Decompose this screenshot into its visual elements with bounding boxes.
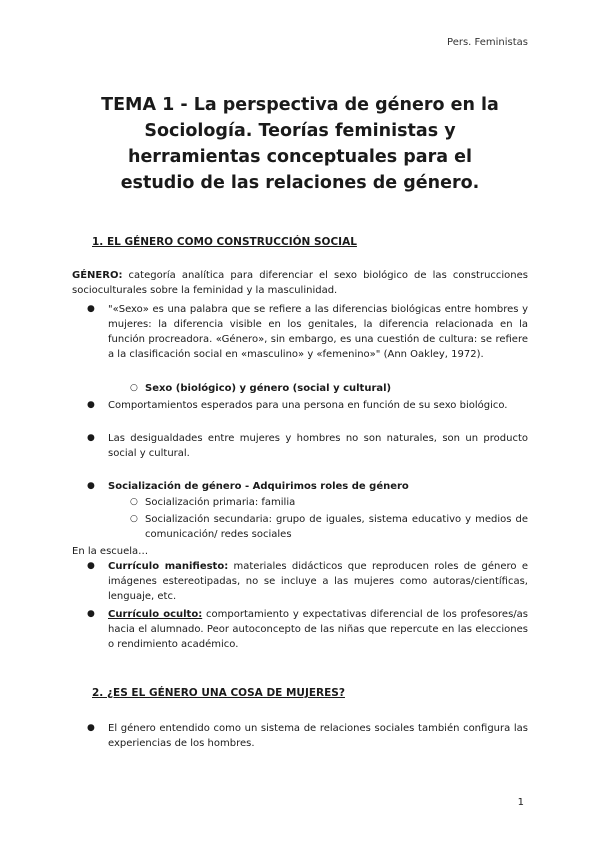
bullet-text: Socialización de género - Adquirimos roles de género	[108, 481, 409, 492]
curriculo-oculto-text: comportamiento y expectativas diferencial de los profesores/as hacia el alumnado. Peor autoconcepto de las niñas que repercute en las elecciones o rendimiento académico.	[108, 609, 528, 650]
sub-bullet-icon: ○	[130, 497, 138, 507]
sub-bullet-icon: ○	[130, 383, 138, 393]
list-item	[87, 607, 528, 652]
list-item	[87, 559, 528, 604]
bullet-text: Comportamientos esperados para una persona en función de su sexo biológico.	[108, 400, 508, 411]
bullet-icon: ●	[87, 723, 95, 733]
list-item	[87, 431, 528, 461]
genero-def-text: categoría analítica para diferenciar el sexo biológico de las construcciones socioculturales sobre la feminidad y la masculinidad.	[72, 270, 528, 296]
genero-label: GÉNERO:	[72, 270, 123, 281]
list-item	[87, 398, 528, 413]
escuela-text: En la escuela…	[72, 546, 149, 557]
section-1-heading: 1. EL GÉNERO COMO CONSTRUCCIÓN SOCIAL	[92, 236, 357, 248]
curriculo-manifiesto-text: materiales didácticos que reproducen roles de género e imágenes estereotipadas, no se incluye a las mujeres como autoras/científicas, lenguaje, etc.	[108, 561, 528, 602]
curriculo-manifiesto-label: Currículo manifiesto:	[108, 561, 229, 572]
sub-bullet-text: Sexo (biológico) y género (social y cultural)	[145, 383, 392, 394]
bullet-icon: ●	[87, 304, 95, 314]
document-title: TEMA 1 - La perspectiva de género en la Sociología. Teorías feministas y herramientas conceptuales para el estudio de las relaciones de género.	[101, 95, 499, 193]
curriculo-oculto-label: Currículo oculto:	[108, 609, 203, 620]
bullet-text: El género entendido como un sistema de relaciones sociales también configura las experiencias de los hombres.	[108, 723, 528, 749]
bullet-icon: ●	[87, 433, 95, 443]
list-item	[87, 479, 528, 494]
page-header: Pers. Feministas	[447, 37, 528, 48]
genero-definition	[72, 268, 528, 298]
sub-list-item	[130, 381, 528, 396]
list-item	[87, 721, 528, 751]
sub-bullet-icon: ○	[130, 514, 138, 524]
bullet-icon: ●	[87, 561, 95, 571]
bullet-text: Las desigualdades entre mujeres y hombres no son naturales, son un producto social y cultural.	[108, 433, 528, 459]
bullet-icon: ●	[87, 400, 95, 410]
sub-bullet-text: Socialización primaria: familia	[145, 497, 296, 508]
bullet-text: "«Sexo» es una palabra que se refiere a las diferencias biológicas entre hombres y mujeres: la diferencia visible en los genitales, la diferencia relacionada en la función procreadora. «Género», sin embargo, es una cuestión de cultura: se refiere a la clasificación social en «masculino» y «femenino»" (Ann Oakley, 1972).	[108, 304, 528, 360]
bullet-icon: ●	[87, 481, 95, 491]
sub-list-item	[130, 512, 528, 542]
page-number: 1	[517, 797, 524, 808]
bullet-icon: ●	[87, 609, 95, 619]
section-2-heading: 2. ¿ES EL GÉNERO UNA COSA DE MUJERES?	[92, 687, 345, 699]
list-item	[87, 302, 528, 362]
sub-list-item	[130, 495, 528, 510]
sub-bullet-text: Socialización secundaria: grupo de iguales, sistema educativo y medios de comunicación/ redes sociales	[145, 514, 528, 540]
